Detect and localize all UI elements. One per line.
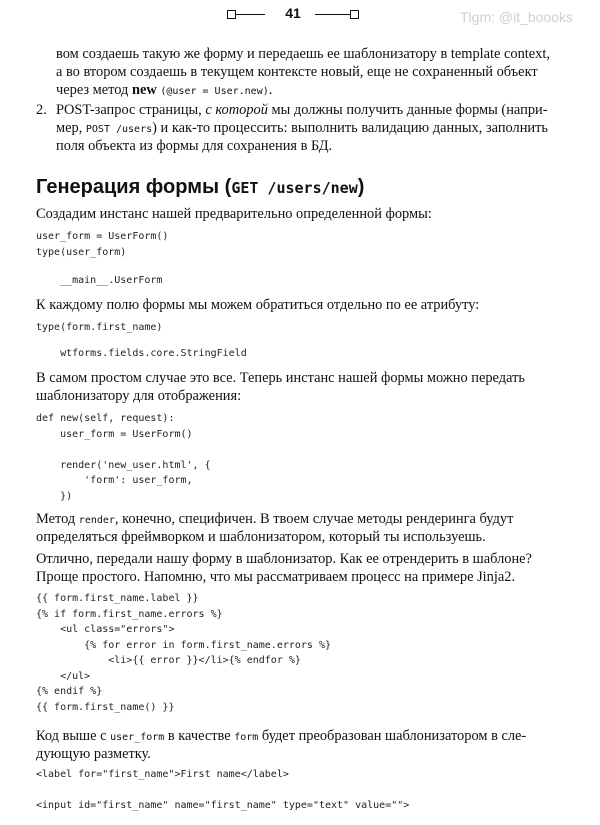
code-block-1: user_form = UserForm() type(user_form) <box>36 231 169 258</box>
section-title <box>36 175 364 200</box>
header-right-square-icon <box>350 10 359 19</box>
para-render-post: , конечно, специфичен. В твоем случае методы рендеринга будут <box>114 511 514 527</box>
code-block-5: <label for="first_name">First name</label> <input id="first_name" name="first_name" type="text" value=""> <box>36 769 410 811</box>
inline-code-user-new: (@user = User.new) <box>160 86 269 97</box>
para-render-pre: Метод <box>36 511 79 527</box>
para-jinja-2: Проще простого. Напомню, что мы рассматриваем процесс на примере Jinja2. <box>36 569 516 585</box>
para-simple-2: шаблонизатору для отображения: <box>36 388 242 404</box>
para-code-above-1 <box>36 727 564 747</box>
list-number-2: 2. <box>36 102 47 118</box>
para-code-above-pre: Код выше с <box>36 728 111 744</box>
inline-code-render: render <box>78 515 115 526</box>
intro-line-3-pre: через метод <box>56 82 132 98</box>
code-block-3: def new(self, request): user_form = UserForm() render('new_user.html', { 'form': user_form, }) <box>36 413 211 502</box>
code-output-1: __main__.UserForm <box>36 275 163 286</box>
watermark: Tlgm: @it_boooks <box>460 9 574 25</box>
item2-italic: с которой <box>205 102 268 118</box>
new-keyword: new <box>131 82 157 98</box>
para-field-attr: К каждому полю формы мы можем обратиться отдельно по ее атрибуту: <box>36 297 480 313</box>
intro-line-2: а во втором создаешь в текущем контексте новый, еще не сохраненный объект <box>56 64 538 80</box>
para-jinja-1: Отлично, передали нашу форму в шаблонизатор. Как ее отрендерить в шаблоне? <box>36 551 532 567</box>
para-render-2: определяться фреймворком и шаблонизатором, который ты используешь. <box>36 529 486 545</box>
inline-code-user-form: user_form <box>110 732 165 743</box>
section-title-code: GET /users/new <box>231 179 358 197</box>
intro-line-1: вом создаешь такую же форму и передаешь ее шаблонизатору в template context, <box>56 46 550 62</box>
item2-line-1 <box>56 101 564 119</box>
inline-code-post-users: POST /users <box>85 124 153 135</box>
item2-line-2-post: ) и как-то процессить: выполнить валидацию данных, заполнить <box>152 120 548 136</box>
code-output-2: wtforms.fields.core.StringField <box>36 348 247 359</box>
para-code-above-mid: в качестве <box>164 728 235 744</box>
para-code-above-2: дующую разметку. <box>36 746 151 762</box>
item2-line-1-post: мы должны получить данные формы (напри- <box>267 102 548 118</box>
code-block-2: type(form.first_name) <box>36 322 163 333</box>
item2-line-2 <box>56 119 564 139</box>
intro-line-3-post: . <box>268 82 273 98</box>
intro-line-3 <box>56 81 564 101</box>
item2-line-1-pre: POST-запрос страницы, <box>56 102 206 118</box>
para-code-above-post: будет преобразован шаблонизатором в сле- <box>258 728 527 744</box>
para-render-1 <box>36 510 564 530</box>
section-title-end: ) <box>357 176 365 198</box>
section-title-text: Генерация формы ( <box>36 176 232 198</box>
item2-line-3: поля объекта из формы для сохранения в БД. <box>56 138 333 154</box>
item2-line-2-pre: мер, <box>56 120 86 136</box>
para-create-instance: Создадим инстанс нашей предварительно определенной формы: <box>36 206 432 222</box>
code-block-4: {{ form.first_name.label }} {% if form.first_name.errors %} <ul class="errors"> {% for error in form.first_name.errors %} <li>{{ error }}</li>{% endfor %} </ul> {% endif %} {{ form.first_name() }} <box>36 593 332 713</box>
page-header <box>227 4 359 26</box>
page-number: 41 <box>285 5 301 21</box>
para-simple-1: В самом простом случае это все. Теперь инстанс нашей формы можно передать <box>36 370 525 386</box>
header-right-rule <box>315 14 350 15</box>
inline-code-form: form <box>234 732 259 743</box>
